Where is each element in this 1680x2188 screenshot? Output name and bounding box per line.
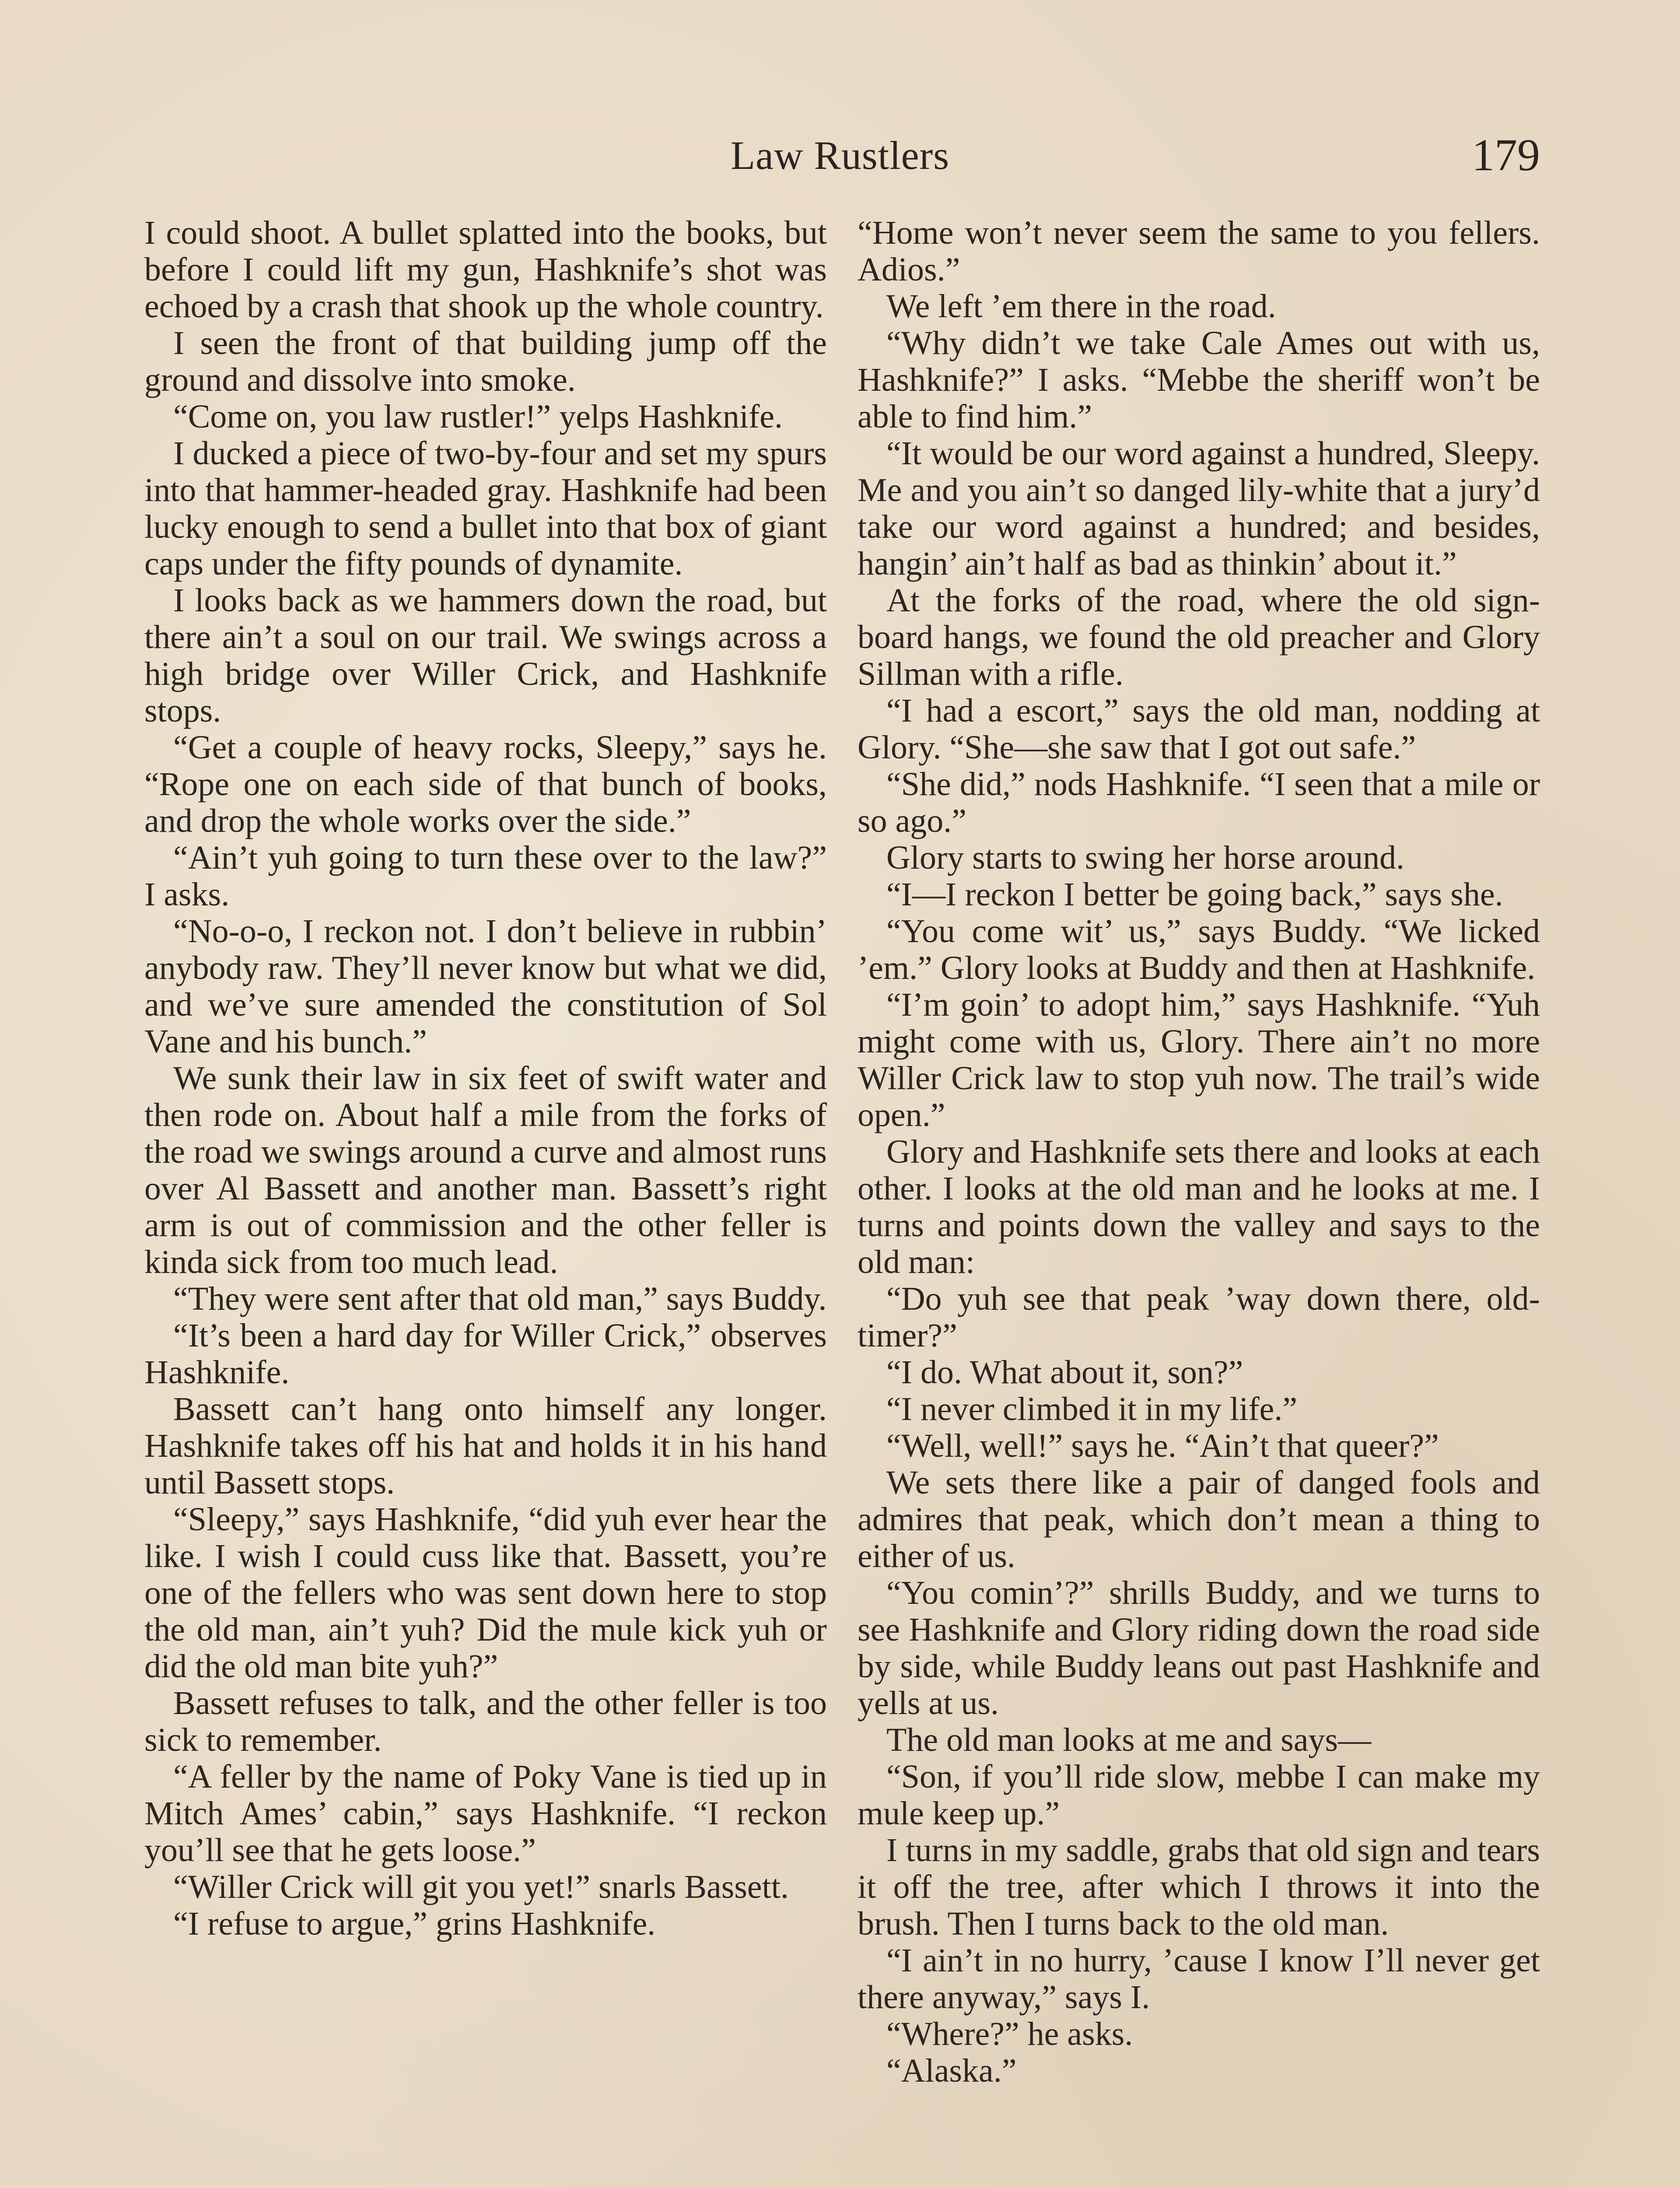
- paragraph: “I do. What about it, son?”: [886, 1354, 1243, 1391]
- paragraph: We sunk their law in six feet of swift water and then rode on. About half a mile from the forks of the road we swings around a curve and almost runs over Al Bassett and another man. Bassett’s right arm is out of commission and the other feller is kinda sick from too much lead.: [144, 1060, 827, 1280]
- right-column: [858, 214, 1540, 2089]
- paragraph: “They were sent after that old man,” says Buddy.: [173, 1280, 827, 1317]
- paragraph: At the forks of the road, where the old sign-board hangs, we found the old preacher and Glory Sillman with a rifle.: [858, 582, 1540, 692]
- paragraph: “Son, if you’ll ride slow, mebbe I can make my mule keep up.”: [858, 1758, 1540, 1832]
- paragraph: “You come wit’ us,” says Buddy. “We licked ’em.” Glory looks at Buddy and then at Hashknife.: [858, 913, 1540, 986]
- paragraph: “You comin’?” shrills Buddy, and we turns to see Hashknife and Glory riding down the road side by side, while Buddy leans out past Hashknife and yells at us.: [858, 1574, 1540, 1722]
- page-number: 179: [1472, 130, 1540, 180]
- page-header: [0, 127, 1680, 184]
- paragraph: I ducked a piece of two-by-four and set my spurs into that hammer-headed gray. Hashknife had been lucky enough to send a bullet into that box of giant caps under the fifty pounds of dynamite.: [144, 435, 827, 582]
- paragraph: “No-o-o, I reckon not. I don’t believe in rubbin’ anybody raw. They’ll never know but what we did, and we’ve sure amended the constitution of Sol Vane and his bunch.”: [144, 913, 827, 1060]
- paragraph: “Well, well!” says he. “Ain’t that queer?”: [886, 1427, 1439, 1464]
- paragraph: “I refuse to argue,” grins Hashknife.: [173, 1905, 656, 1942]
- paragraph: “Do yuh see that peak ’way down there, old-timer?”: [858, 1280, 1540, 1354]
- paragraph: “I had a escort,” says the old man, nodding at Glory. “She—she saw that I got out safe.”: [858, 692, 1540, 766]
- paragraph: “It’s been a hard day for Willer Crick,” observes Hashknife.: [144, 1317, 827, 1391]
- paragraph: Glory and Hashknife sets there and looks at each other. I looks at the old man and he looks at me. I turns and points down the valley and says to the old man:: [858, 1133, 1540, 1280]
- paragraph: Bassett refuses to talk, and the other feller is too sick to remember.: [144, 1685, 827, 1758]
- paragraph: “She did,” nods Hashknife. “I seen that a mile or so ago.”: [858, 766, 1540, 839]
- paragraph: “Alaska.”: [886, 2052, 1017, 2089]
- paragraph: I seen the front of that building jump off the ground and dissolve into smoke.: [144, 325, 827, 398]
- paragraph: “I’m goin’ to adopt him,” says Hashknife. “Yuh might come with us, Glory. There ain’t no more Willer Crick law to stop yuh now. The trail’s wide open.”: [858, 986, 1540, 1133]
- paragraph: I turns in my saddle, grabs that old sign and tears it off the tree, after which I throws it into the brush. Then I turns back to the old man.: [858, 1832, 1540, 1942]
- paragraph: Glory starts to swing her horse around.: [886, 839, 1405, 876]
- paragraph: We sets there like a pair of danged fools and admires that peak, which don’t mean a thing to either of us.: [858, 1464, 1540, 1574]
- paragraph: “I never climbed it in my life.”: [886, 1391, 1298, 1427]
- paragraph: I could shoot. A bullet splatted into the books, but before I could lift my gun, Hashknife’s shot was echoed by a crash that shook up the whole country.: [144, 214, 827, 325]
- paragraph: The old man looks at me and says—: [886, 1722, 1372, 1758]
- paragraph: Bassett can’t hang onto himself any longer. Hashknife takes off his hat and holds it in his hand until Bassett stops.: [144, 1391, 827, 1501]
- paragraph: “I ain’t in no hurry, ’cause I know I’ll never get there anyway,” says I.: [858, 1942, 1540, 2016]
- left-column: [144, 214, 827, 1942]
- running-title: Law Rustlers: [730, 133, 950, 178]
- paragraph: “A feller by the name of Poky Vane is tied up in Mitch Ames’ cabin,” says Hashknife. “I reckon you’ll see that he gets loose.”: [144, 1758, 827, 1869]
- paragraph: “Sleepy,” says Hashknife, “did yuh ever hear the like. I wish I could cuss like that. Bassett, you’re one of the fellers who was sent down here to stop the old man, ain’t yuh? Did the mule kick yuh or did the old man bite yuh?”: [144, 1501, 827, 1685]
- paragraph: “Why didn’t we take Cale Ames out with us, Hashknife?” I asks. “Mebbe the sheriff won’t be able to find him.”: [858, 325, 1540, 435]
- paragraph: “Ain’t yuh going to turn these over to the law?” I asks.: [144, 839, 827, 913]
- paragraph: I looks back as we hammers down the road, but there ain’t a soul on our trail. We swings across a high bridge over Willer Crick, and Hashknife stops.: [144, 582, 827, 729]
- paragraph: “Get a couple of heavy rocks, Sleepy,” says he. “Rope one on each side of that bunch of books, and drop the whole works over the side.”: [144, 729, 827, 839]
- paragraph: “It would be our word against a hundred, Sleepy. Me and you ain’t so danged lily-white that a jury’d take our word against a hundred; and besides, hangin’ ain’t half as bad as thinkin’ about it.”: [858, 435, 1540, 582]
- paragraph: “Home won’t never seem the same to you fellers. Adios.”: [858, 214, 1540, 288]
- paragraph: “Come on, you law rustler!” yelps Hashknife.: [173, 398, 783, 435]
- paragraph: We left ’em there in the road.: [886, 288, 1276, 325]
- paragraph: “Willer Crick will git you yet!” snarls Bassett.: [173, 1869, 789, 1905]
- paragraph: “I—I reckon I better be going back,” says she.: [886, 876, 1503, 913]
- paragraph: “Where?” he asks.: [886, 2016, 1133, 2052]
